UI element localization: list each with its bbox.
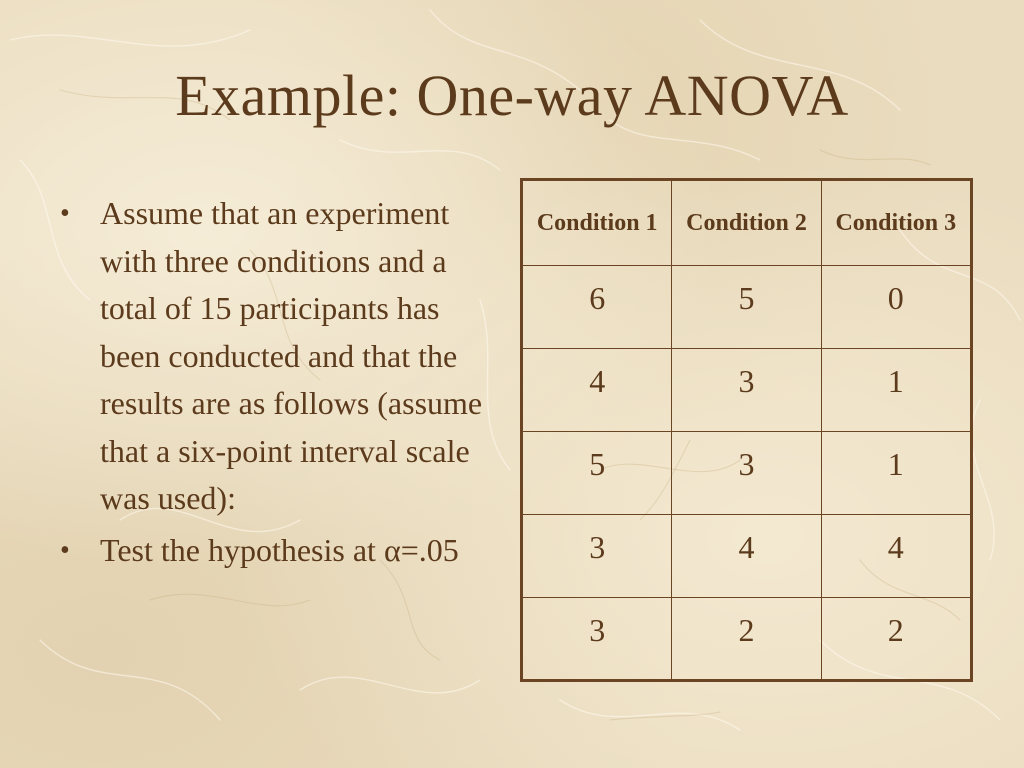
table-cell: 1 bbox=[821, 349, 971, 432]
table-cell: 1 bbox=[821, 432, 971, 515]
table-row bbox=[522, 266, 972, 349]
table-header-row bbox=[522, 180, 972, 266]
table-row bbox=[522, 598, 972, 681]
bullet-marker: • bbox=[60, 534, 70, 566]
table-cell: 2 bbox=[672, 598, 821, 681]
bullet-list bbox=[58, 190, 498, 578]
slide-title: Example: One-way ANOVA bbox=[175, 63, 849, 128]
table-cell: 4 bbox=[522, 349, 672, 432]
table-cell: 5 bbox=[522, 432, 672, 515]
table-cell: 2 bbox=[821, 598, 971, 681]
table-header-cell: Condition 1 bbox=[522, 180, 672, 266]
table-header-cell: Condition 2 bbox=[672, 180, 821, 266]
table-row bbox=[522, 349, 972, 432]
table-row bbox=[522, 515, 972, 598]
table-cell: 4 bbox=[821, 515, 971, 598]
bullet-item bbox=[58, 190, 498, 523]
table-header-cell: Condition 3 bbox=[821, 180, 971, 266]
table-cell: 5 bbox=[672, 266, 821, 349]
table-cell: 3 bbox=[672, 349, 821, 432]
bullet-item bbox=[58, 527, 498, 575]
table-cell: 6 bbox=[522, 266, 672, 349]
bullet-text: Assume that an experiment with three conditions and a total of 15 participants has been conducted and that the results are as follows (assume that a six-point interval scale was used): bbox=[100, 195, 483, 516]
bullet-marker: • bbox=[60, 198, 70, 229]
table-cell: 3 bbox=[672, 432, 821, 515]
table-cell: 4 bbox=[672, 515, 821, 598]
data-table bbox=[520, 178, 973, 682]
table-cell: 3 bbox=[522, 598, 672, 681]
table-cell: 3 bbox=[522, 515, 672, 598]
table-cell: 0 bbox=[821, 266, 971, 349]
table-row bbox=[522, 432, 972, 515]
bullet-text: Test the hypothesis at α=.05 bbox=[100, 531, 459, 568]
